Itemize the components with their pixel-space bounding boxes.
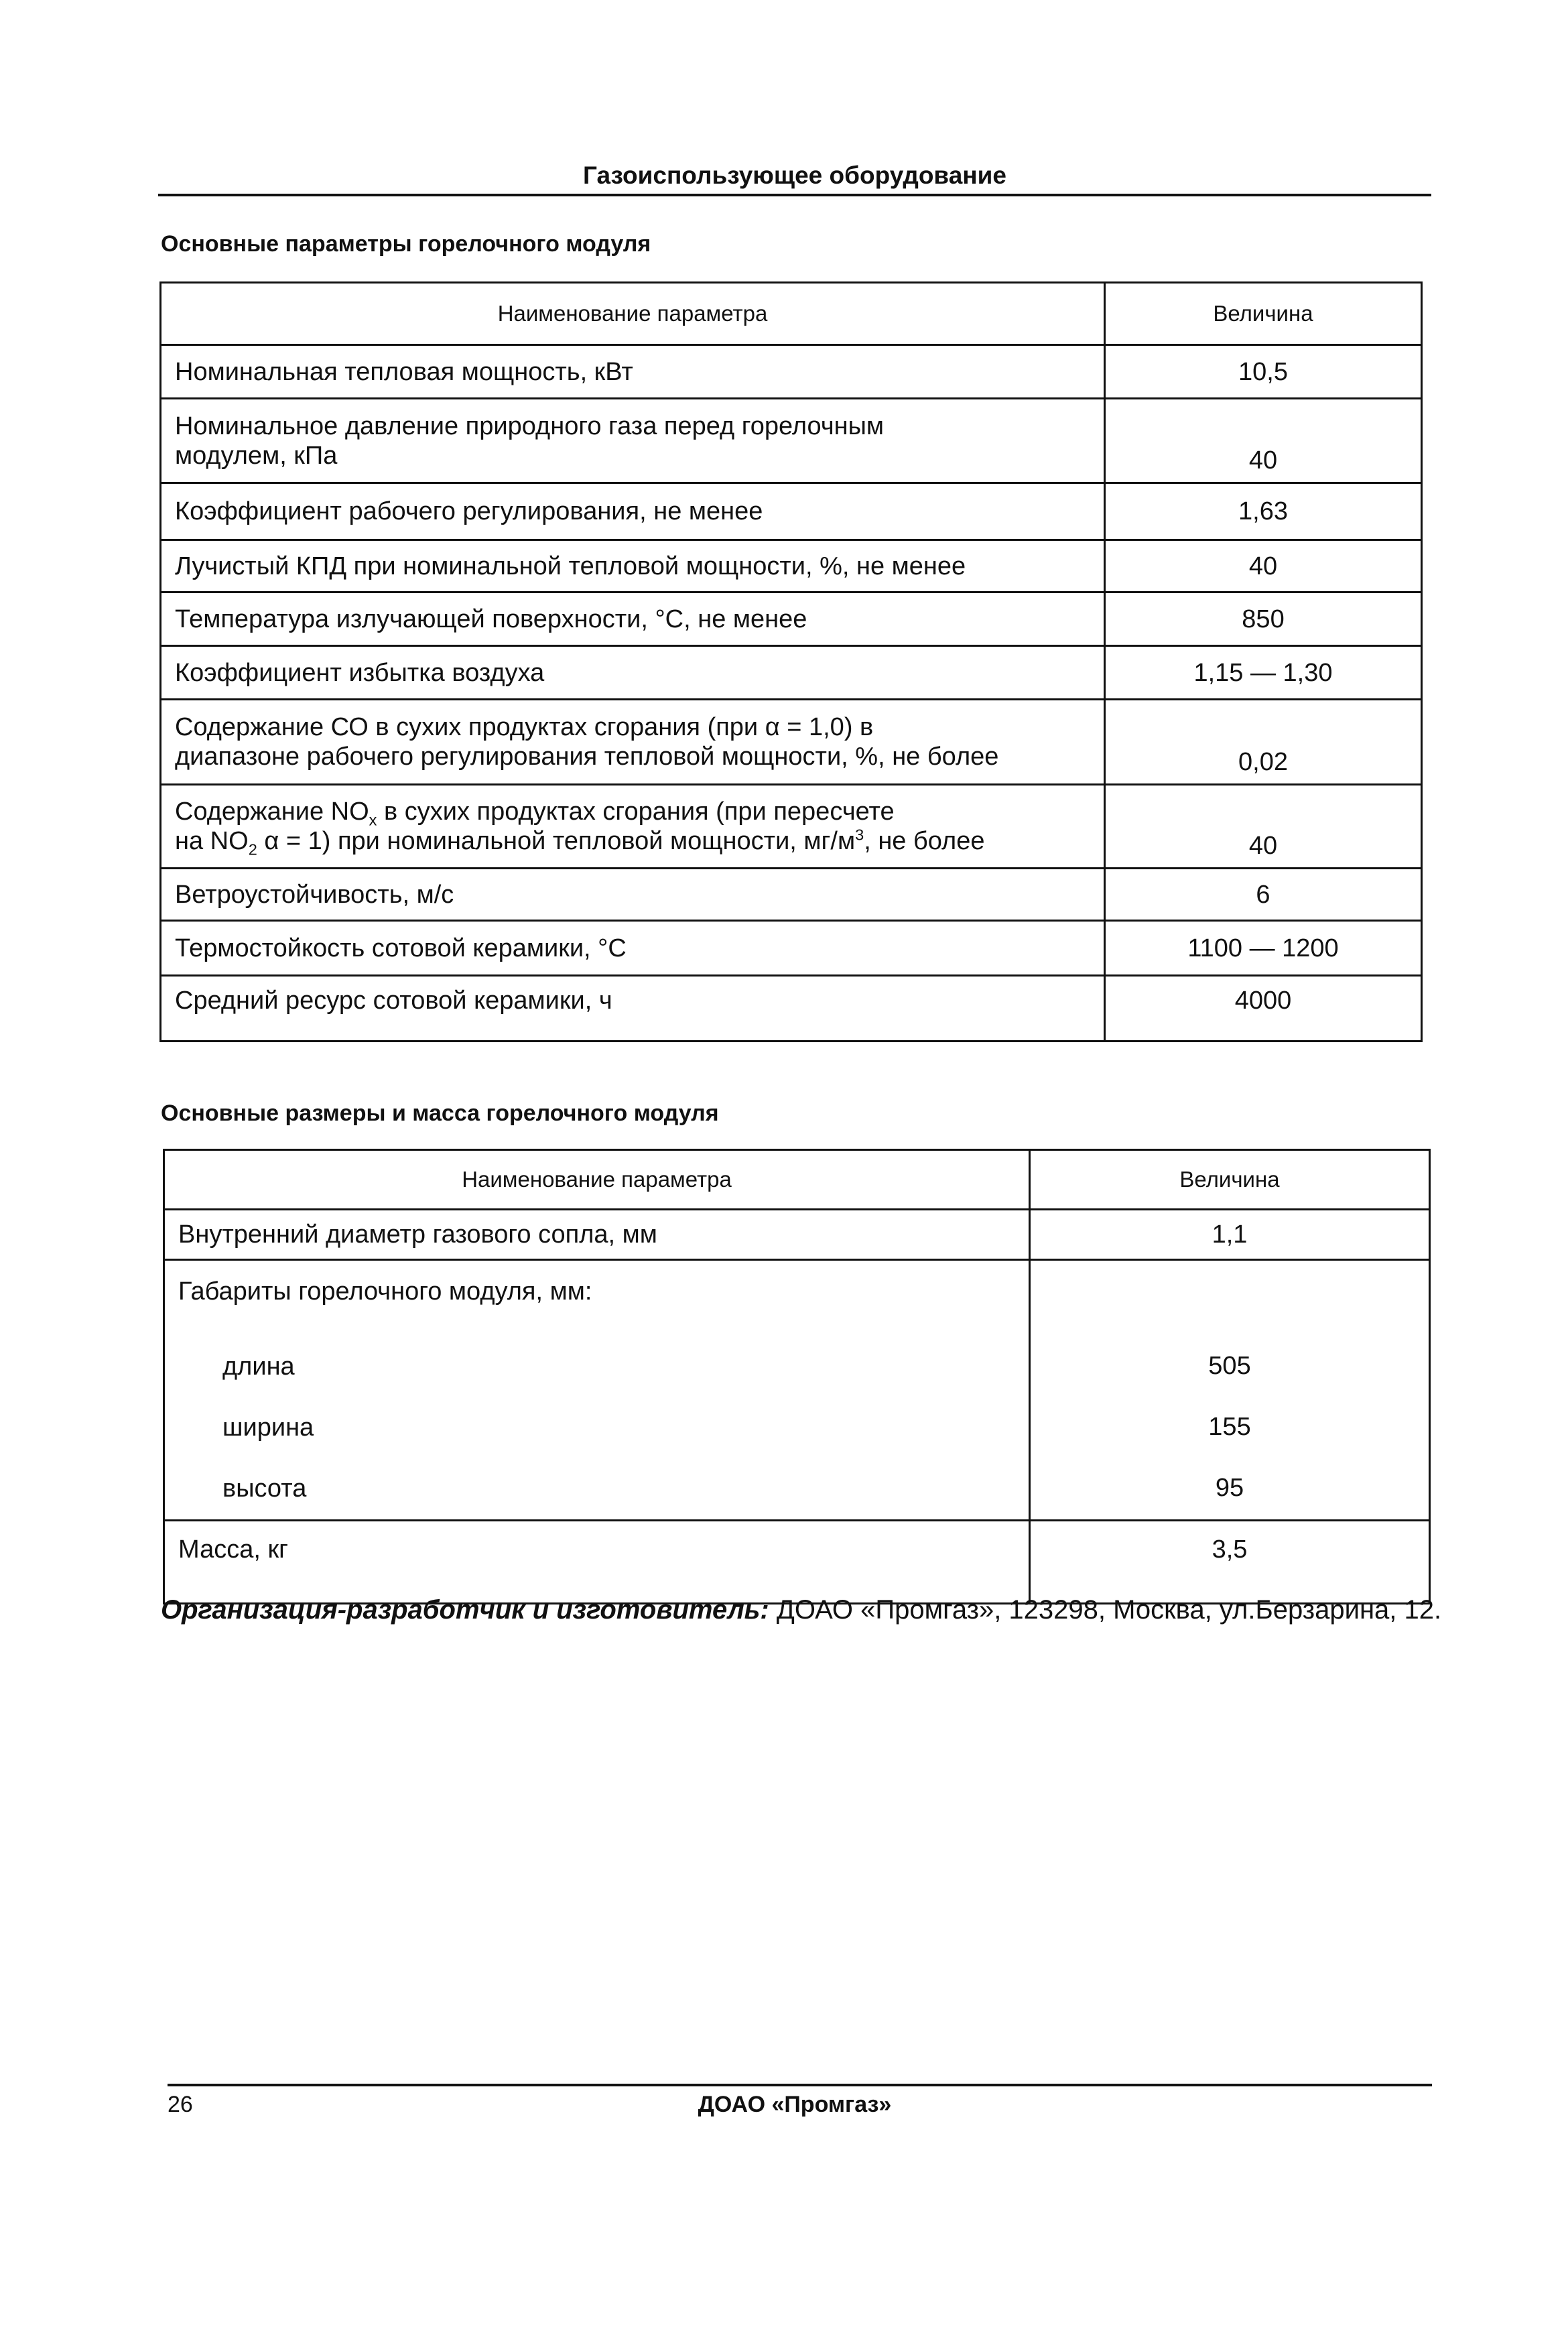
parameter-value: 40 [1105,785,1422,869]
parameter-name-line: диапазоне рабочего регулирования тепловой мощности, %, не более [175,743,999,771]
text-fragment: в сухих продуктах сгорания (при пересчете [377,798,895,826]
page-number: 26 [168,2092,193,2117]
column-header-value: Величина [1030,1150,1430,1210]
organization-line [161,1594,1441,1626]
table-row [161,483,1422,540]
parameter-name-line: Номинальное давление природного газа перед горелочным [175,412,885,440]
parameter-name: Средний ресурс сотовой керамики, ч [161,976,1105,1042]
organization-label: Организация-разработчик и изготовитель: [161,1595,769,1625]
parameter-name [161,785,1105,869]
parameter-group-label: Габариты горелочного модуля, мм: [178,1277,592,1306]
running-header: Газоиспользующее оборудование [583,162,1006,189]
dimensions-table [163,1149,1431,1604]
table-row [164,1260,1430,1521]
parameter-value: 1,1 [1030,1210,1430,1260]
parameter-value: 3,5 [1030,1521,1430,1604]
parameter-name: Ветроустойчивость, м/с [161,869,1105,921]
parameter-value: 4000 [1105,976,1422,1042]
parameter-value: 10,5 [1105,345,1422,399]
superscript: 3 [855,826,864,844]
column-header-value: Величина [1105,283,1422,345]
parameter-name: Коэффициент рабочего регулирования, не менее [161,483,1105,540]
parameter-name: Лучистый КПД при номинальной тепловой мощности, %, не менее [161,540,1105,592]
parameter-name: Термостойкость сотовой керамики, °С [161,921,1105,976]
table-row [161,976,1422,1042]
parameter-name: Масса, кг [164,1521,1030,1604]
column-header-parameter: Наименование параметра [161,283,1105,345]
column-header-parameter: Наименование параметра [164,1150,1030,1210]
table-row [161,869,1422,921]
table-row [161,345,1422,399]
section-title-dimensions: Основные размеры и масса горелочного модуля [161,1100,719,1126]
table-row [161,592,1422,646]
parameter-name-line [175,826,1090,859]
text-fragment: α = 1) при номинальной тепловой мощности, мг/м [257,827,856,855]
dimension-values [1030,1260,1430,1521]
parameter-name [164,1260,1030,1521]
text-fragment: , не более [864,827,985,855]
parameter-name: Температура излучающей поверхности, °С, не менее [161,592,1105,646]
dimension-height-value: 95 [1215,1474,1244,1502]
parameter-value: 40 [1105,540,1422,592]
footer-rule [168,2084,1432,2086]
table-header-row [161,283,1422,345]
text-fragment: на NO [175,827,249,855]
table-header-row [164,1150,1430,1210]
table-row [161,700,1422,785]
table-row [164,1210,1430,1260]
parameter-name: Внутренний диаметр газового сопла, мм [164,1210,1030,1260]
table-row [164,1521,1430,1604]
subscript: x [369,811,377,829]
text-fragment: Содержание NO [175,798,369,826]
table-row [161,540,1422,592]
parameter-name [161,700,1105,785]
parameter-name-line [175,797,1090,829]
parameter-name [161,399,1105,483]
header-rule [158,194,1431,196]
table-row [161,785,1422,869]
table-row [161,921,1422,976]
parameter-value: 6 [1105,869,1422,921]
table-row [161,646,1422,700]
subscript: 2 [248,840,257,859]
parameter-value: 850 [1105,592,1422,646]
parameter-value: 1,63 [1105,483,1422,540]
dimension-length-value: 505 [1208,1352,1251,1380]
parameter-name: Коэффициент избытка воздуха [161,646,1105,700]
parameters-table [159,281,1423,1042]
parameter-value: 0,02 [1105,700,1422,785]
table-row [161,399,1422,483]
parameter-value: 1,15 — 1,30 [1105,646,1422,700]
parameter-value: 40 [1105,399,1422,483]
parameter-value: 1100 — 1200 [1105,921,1422,976]
organization-details: ДОАО «Промгаз», 123298, Москва, ул.Берзарина, 12. [769,1595,1442,1625]
dimension-width-label: ширина [222,1413,314,1442]
parameter-name-line: Содержание СО в сухих продуктах сгорания (при α = 1,0) в [175,713,874,741]
dimension-height-label: высота [222,1474,307,1503]
dimension-length-label: длина [222,1352,295,1381]
footer-publisher: ДОАО «Промгаз» [698,2092,892,2117]
parameter-name-line: модулем, кПа [175,441,338,470]
dimension-width-value: 155 [1208,1413,1251,1441]
parameter-name: Номинальная тепловая мощность, кВт [161,345,1105,399]
section-title-parameters: Основные параметры горелочного модуля [161,231,651,257]
